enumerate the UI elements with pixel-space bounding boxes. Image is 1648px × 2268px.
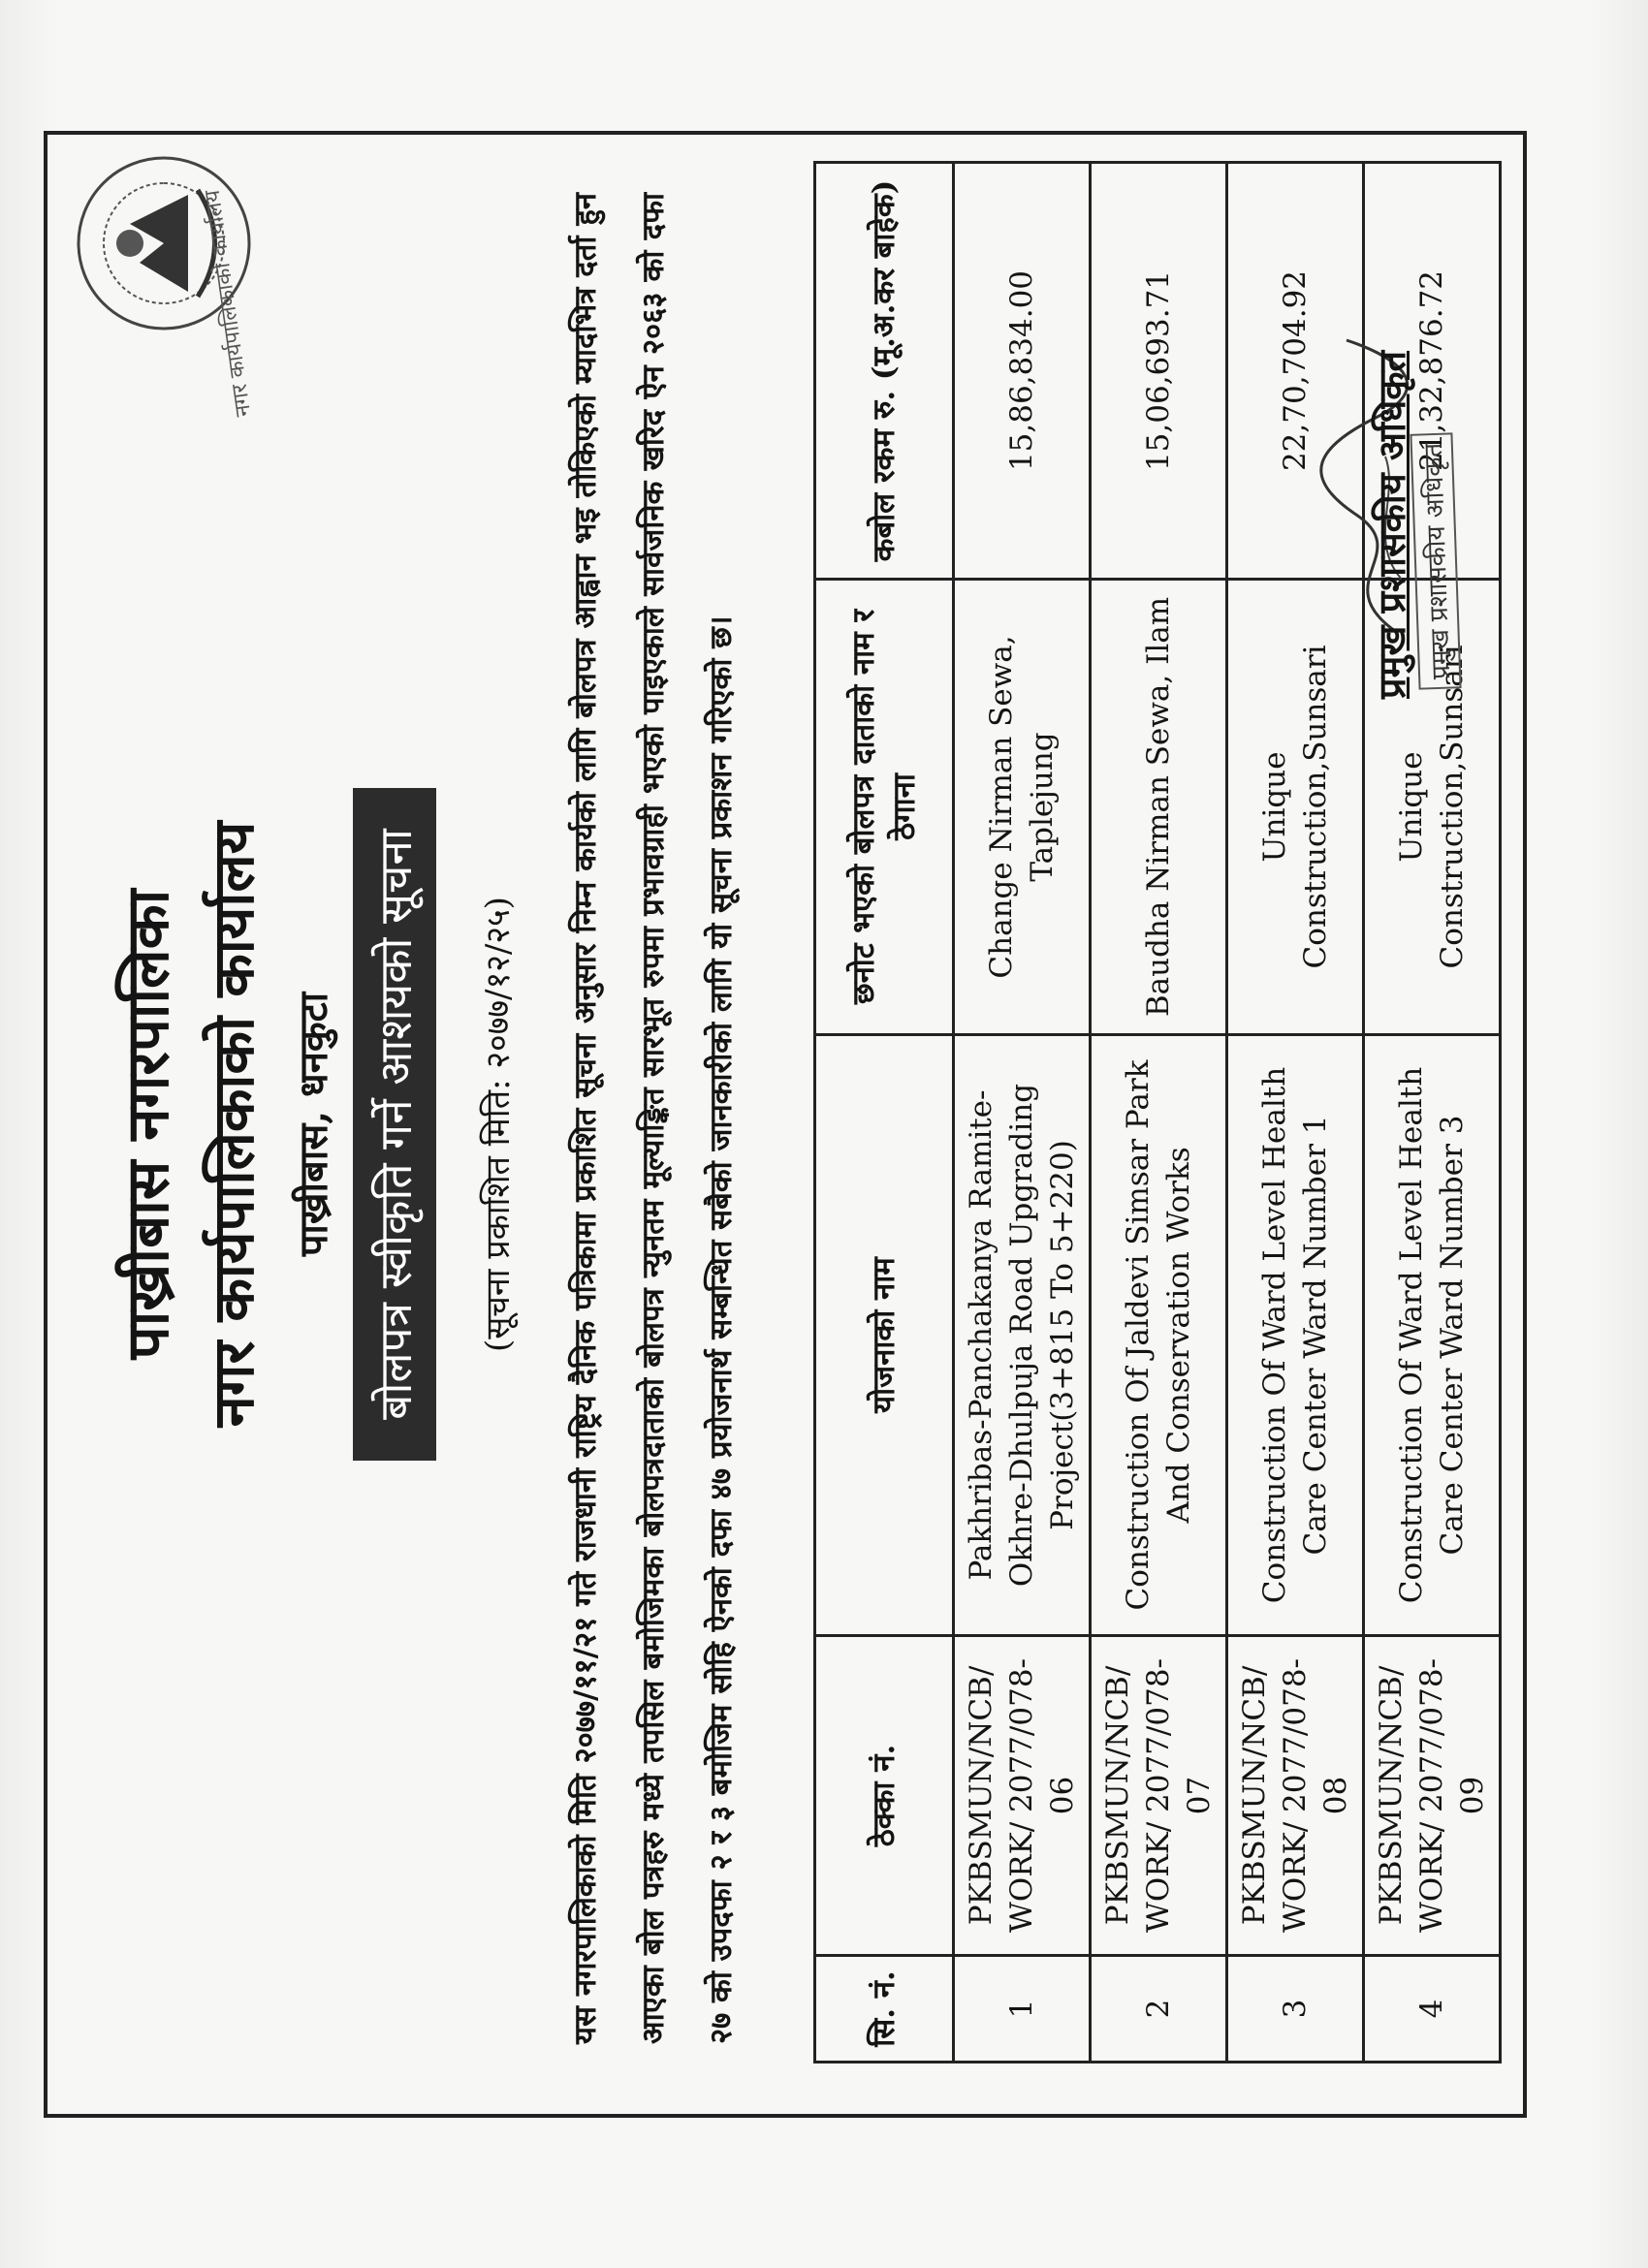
intro-paragraph: यस नगरपालिकाको मिति २०७७/११/२१ गते राजधानी राष्ट्रिय दैनिक पत्रिकामा प्रकाशित सूचना अनुसार निम्न कार्यको लागि बोलपत्र आह्वान भइ तोकिएको म्यादभित्र दर्ता हुन आएका बोल पत्रहरु मध्ये तपसिल बमोजिमका बोलपत्रदाताको बोलपत्र न्युनतम मूल्याङ्कित सारभूत रुपमा प्रभावग्राही भएको पाइएकाले सार्वजनिक खरिद ऐन २०६३ को दफा २७ को उपदफा २ र ३ बमोजिम सोहि ऐनको दफा ४७ प्रयोजनार्थ सम्बन्धित सबैको जानकारीको लागि यो सूचना प्रकाशन गरिएको छ।	[568, 193, 739, 2044]
header-bidder: छनोट भएको बोलपत्र दाताको नाम र ठेगाना	[815, 580, 954, 1035]
cell-serial: 3	[1227, 1956, 1364, 2063]
published-date: (सूचना प्रकाशित मिति: २०७७/१२/२५)	[479, 897, 518, 1352]
notice-frame	[44, 131, 1527, 2118]
cell-bidder: Baudha Nirman Sewa, Ilam	[1091, 580, 1227, 1035]
office-name: नगर कार्यपालिकाको कार्यालय	[201, 821, 267, 1428]
header-project-name: योजनाको नाम	[815, 1035, 954, 1636]
office-address: पाख्रीबास, धनकुटा	[291, 992, 336, 1257]
signatory-title: प्रमुख प्रशासकीय अधिकृत	[1370, 350, 1413, 699]
seal-caption: नगर कार्यपालिकाको कार्यालय	[200, 188, 257, 419]
header-serial: सि. नं.	[815, 1956, 954, 2063]
cell-project-name: Pakhribas-Panchakanya Ramite-Okhre-Dhulpuja Road Upgrading Project(3+815 To 5+220)	[954, 1035, 1091, 1636]
cell-serial: 2	[1091, 1956, 1227, 2063]
cell-contract-no: PKBSMUN/NCB/ WORK/ 2077/078-09	[1364, 1636, 1501, 1956]
signatory-stamp: प्रमुख प्रशासकीय अधिकृत	[1410, 432, 1461, 689]
cell-contract-no: PKBSMUN/NCB/ WORK/ 2077/078-06	[954, 1636, 1091, 1956]
header-contract-no: ठेक्का नं.	[815, 1636, 954, 1956]
cell-serial: 1	[954, 1956, 1091, 2063]
cell-contract-no: PKBSMUN/NCB/ WORK/ 2077/078-08	[1227, 1636, 1364, 1956]
table-row	[954, 163, 1091, 2063]
cell-amount: 15,86,834.00	[954, 163, 1091, 580]
cell-amount: 21,32,876.72	[1364, 163, 1501, 580]
cell-amount: 22,70,704.92	[1227, 163, 1364, 580]
table-row	[1091, 163, 1227, 2063]
cell-bidder: Unique Construction,Sunsari	[1364, 580, 1501, 1035]
cell-project-name: Construction Of Ward Level Health Care Center Ward Number 3	[1364, 1035, 1501, 1636]
cell-bidder: Change Nirman Sewa, Taplejung	[954, 580, 1091, 1035]
cell-project-name: Construction Of Ward Level Health Care Center Ward Number 1	[1227, 1035, 1364, 1636]
table-header-row	[815, 163, 954, 2063]
municipality-name: पाख्रीबास नगरपालिका	[114, 889, 182, 1360]
cell-bidder: Unique Construction,Sunsari	[1227, 580, 1364, 1035]
cell-project-name: Construction Of Jaldevi Simsar Park And Conservation Works	[1091, 1035, 1227, 1636]
cell-contract-no: PKBSMUN/NCB/ WORK/ 2077/078-07	[1091, 1636, 1227, 1956]
cell-amount: 15,06,693.71	[1091, 163, 1227, 580]
notice-title: बोलपत्र स्वीकृति गर्ने आशयको सूचना	[353, 788, 436, 1461]
header-amount: कबोल रकम रु. (मू.अ.कर बाहेक)	[815, 163, 954, 580]
cell-serial: 4	[1364, 1956, 1501, 2063]
